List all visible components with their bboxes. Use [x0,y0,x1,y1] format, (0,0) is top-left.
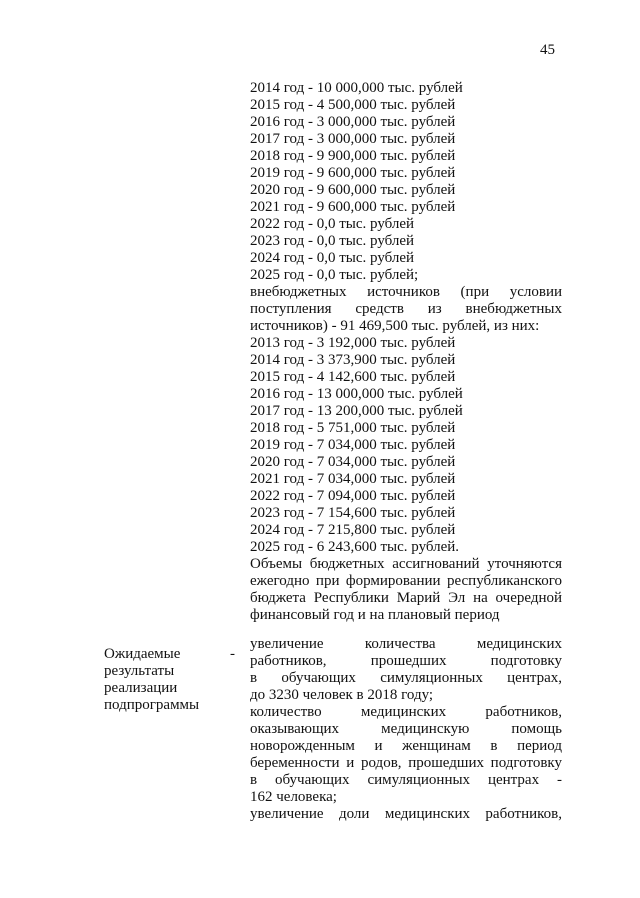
result-line: увеличение количества медицинских [250,636,562,652]
budget-note-line: Объемы бюджетных ассигнований уточняются [250,556,562,572]
extra-budget-year-line: 2024 год - 7 215,800 тыс. рублей [250,522,456,538]
extra-budget-intro-line: источников) - 91 469,500 тыс. рублей, из них: [250,318,540,334]
funding-year-line: 2025 год - 0,0 тыс. рублей; [250,267,419,283]
funding-year-line: 2023 год - 0,0 тыс. рублей [250,233,415,249]
extra-budget-year-line: 2023 год - 7 154,600 тыс. рублей [250,505,456,521]
page-number: 45 [540,42,555,58]
funding-year-line: 2022 год - 0,0 тыс. рублей [250,216,415,232]
budget-note-line: финансовый год и на плановый период [250,607,500,623]
extra-budget-year-line: 2020 год - 7 034,000 тыс. рублей [250,454,456,470]
extra-budget-year-line: 2017 год - 13 200,000 тыс. рублей [250,403,463,419]
results-dash: - [230,646,235,662]
extra-budget-year-line: 2018 год - 5 751,000 тыс. рублей [250,420,456,436]
results-label-line: результаты [104,663,175,679]
extra-budget-year-line: 2019 год - 7 034,000 тыс. рублей [250,437,456,453]
result-line: количество медицинских работников, [250,704,562,720]
results-label-line: подпрограммы [104,697,200,713]
result-line: 162 человека; [250,789,337,805]
extra-budget-intro-line: внебюджетных источников (при условии [250,284,562,300]
extra-budget-year-line: 2013 год - 3 192,000 тыс. рублей [250,335,456,351]
result-line: новорожденным и женщинам в период [250,738,562,754]
funding-year-line: 2024 год - 0,0 тыс. рублей [250,250,415,266]
content-column [250,80,562,823]
funding-year-line: 2016 год - 3 000,000 тыс. рублей [250,114,456,130]
result-line: увеличение доли медицинских работников, [250,806,562,822]
results-label-line: реализации [104,680,178,696]
budget-note-line: ежегодно при формировании республиканского [250,573,562,589]
results-label [104,646,246,714]
result-line: оказывающих медицинскую помощь [250,721,562,737]
budget-note-line: бюджета Республики Марий Эл на очередной [250,590,562,606]
extra-budget-year-line: 2014 год - 3 373,900 тыс. рублей [250,352,456,368]
result-line: беременности и родов, прошедших подготовку [250,755,562,771]
extra-budget-year-line: 2016 год - 13 000,000 тыс. рублей [250,386,463,402]
funding-year-line: 2019 год - 9 600,000 тыс. рублей [250,165,456,181]
funding-year-line: 2015 год - 4 500,000 тыс. рублей [250,97,456,113]
result-line: работников, прошедших подготовку [250,653,562,669]
extra-budget-year-line: 2015 год - 4 142,600 тыс. рублей [250,369,456,385]
funding-year-line: 2018 год - 9 900,000 тыс. рублей [250,148,456,164]
funding-year-line: 2021 год - 9 600,000 тыс. рублей [250,199,456,215]
funding-year-line: 2020 год - 9 600,000 тыс. рублей [250,182,456,198]
extra-budget-year-line: 2021 год - 7 034,000 тыс. рублей [250,471,456,487]
funding-year-line: 2014 год - 10 000,000 тыс. рублей [250,80,463,96]
funding-year-line: 2017 год - 3 000,000 тыс. рублей [250,131,456,147]
result-line: в обучающих симуляционных центрах, [250,670,562,686]
result-line: в обучающих симуляционных центрах - [250,772,562,788]
extra-budget-year-line: 2025 год - 6 243,600 тыс. рублей. [250,539,460,555]
result-line: до 3230 человек в 2018 году; [250,687,434,703]
extra-budget-intro-line: поступления средств из внебюджетных [250,301,562,317]
results-label-line: Ожидаемые [104,646,181,662]
extra-budget-year-line: 2022 год - 7 094,000 тыс. рублей [250,488,456,504]
